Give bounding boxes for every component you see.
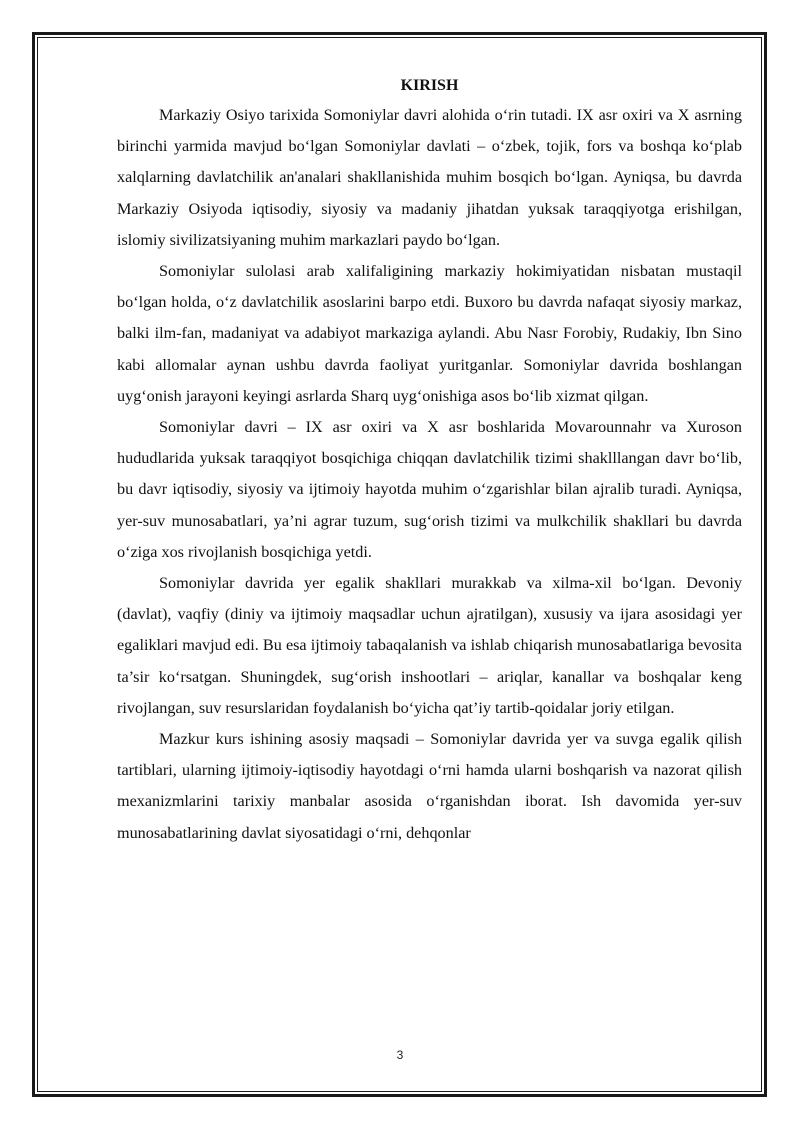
paragraph-4: Somoniylar davrida yer egalik shakllari murakkab va xilma-xil bo‘lgan. Devoniy (davlat), vaqfiy (diniy va ijtimoiy maqsadlar uchun ajratilgan), xususiy va ijara asosidagi yer egaliklari mavjud edi. Bu esa ijtimoiy tabaqalanish va ishlab chiqarish munosabatlariga bevosita ta’sir ko‘rsatgan. Shuningdek, sug‘orish inshootlari – ariqlar, kanallar va boshqalar keng rivojlangan, suv resurslaridan foydalanish bo‘yicha qat’iy tartib-qoidalar joriy etilgan. [117, 574, 742, 717]
paragraph-5: Mazkur kurs ishining asosiy maqsadi – Somoniylar davrida yer va suvga egalik qilish tartiblari, ularning ijtimoiy-iqtisodiy hayotdagi o‘rni hamda ularni boshqarish va nazorat qilish mexanizmlarini tarixiy manbalar asosida o‘rganishdan iborat. Ish davomida yer-suv munosabatlarining davlat siyosatidagi o‘rni, dehqonlar [117, 730, 742, 842]
page-number: 3 [396, 1048, 404, 1062]
paragraph-2: Somoniylar sulolasi arab xalifaligining markaziy hokimiyatidan nisbatan mustaqil bo‘lgan holda, o‘z davlatchilik asoslarini barpo etdi. Buxoro bu davrda nafaqat siyosiy markaz, balki ilm-fan, madaniyat va adabiyot markaziga aylandi. Abu Nasr Forobiy, Rudakiy, Ibn Sino kabi allomalar aynan ushbu davrda faoliyat yuritganlar. Somoniylar davrida boshlangan uyg‘onish jarayoni keyingi asrlarda Sharq uyg‘onishiga asos bo‘lib xizmat qilgan. [117, 262, 742, 405]
paragraph-1: Markaziy Osiyo tarixida Somoniylar davri alohida o‘rin tutadi. IX asr oxiri va X asrning birinchi yarmida mavjud bo‘lgan Somoniylar davlati – o‘zbek, tojik, fors va boshqa ko‘plab xalqlarning davlatchilik an'analari shakllanishida muhim bosqich bo‘lgan. Ayniqsa, bu davrda Markaziy Osiyoda iqtisodiy, siyosiy va madaniy jihatdan yuksak taraqqiyotga erishilgan, islomiy sivilizatsiyaning muhim markazlari paydo bo‘lgan. [117, 106, 742, 249]
paragraph-3: Somoniylar davri – IX asr oxiri va X asr boshlarida Movarounnahr va Xuroson hududlarida yuksak taraqqiyot bosqichiga chiqqan davlatchilik tizimi shaklllangan davr bo‘lib, bu davr iqtisodiy, siyosiy va ijtimoiy hayotda muhim o‘zgarishlar bilan ajralib turadi. Ayniqsa, yer-suv munosabatlari, ya’ni agrar tuzum, sug‘orish tizimi va mulkchilik shakllari bu davrda o‘ziga xos rivojlanish bosqichiga yetdi. [117, 418, 742, 561]
section-heading: KIRISH [400, 77, 459, 94]
document-body [117, 76, 742, 849]
